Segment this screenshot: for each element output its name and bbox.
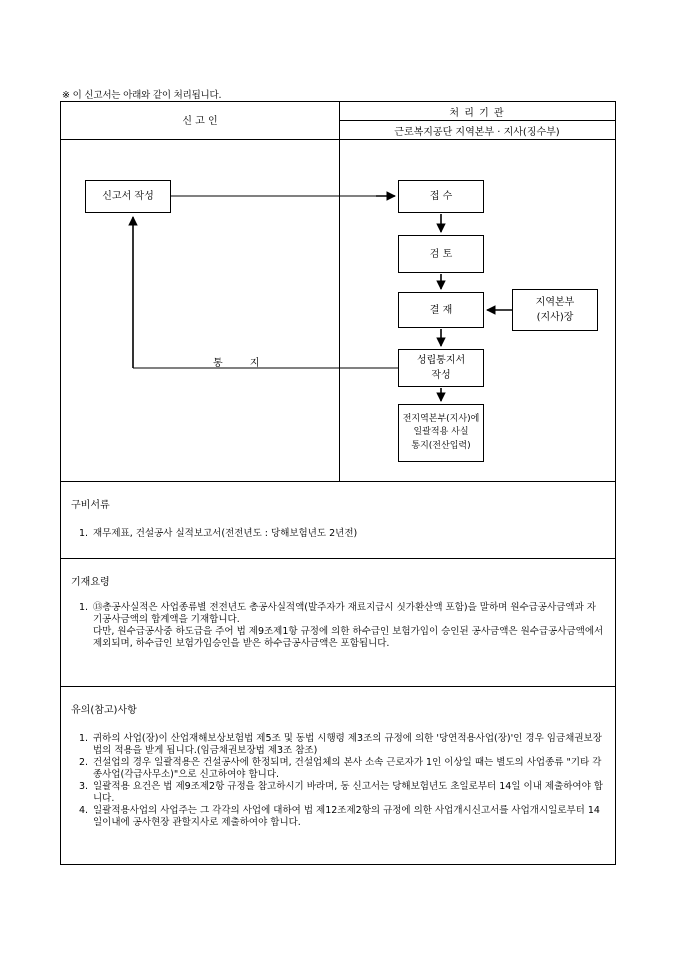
report-writing-box: 신고서 작성 [85, 180, 171, 213]
section-line-documents [61, 481, 615, 482]
list-item: 1. ⑬총공사실적은 사업종류별 전전년도 총공사실적액(발주자가 재료지급시 싯가환산액 포함)을 말하며 원수급공사금액과 자기공사금액의 합계액을 기재합니다. [79, 602, 596, 625]
final-line1: 전지역본부(지사)에 [402, 413, 480, 424]
flow-connectors [61, 102, 615, 481]
list-item: 1. 귀하의 사업(장)이 산업재해보상보험법 제5조 및 동법 시행령 제3조의 규정에 의한 '당연적용사업(장)'인 경우 임금채권보장법의 적용을 받게 됩니다.(임금채권보장법 제3조 참조) [79, 733, 602, 756]
final-line3: 통지(전산입력) [411, 440, 471, 451]
cautions-title: 유의(참고)사항 [71, 705, 137, 716]
process-form [60, 101, 616, 865]
reporter-header: 신 고 인 [182, 116, 218, 127]
list-item: 1. 재무제표, 건설공사 실적보고서(전전년도 : 당해보험년도 2년전) [79, 528, 358, 539]
documents-list [79, 528, 605, 540]
documents-title: 구비서류 [71, 500, 110, 511]
instructions-title: 기재요령 [71, 577, 110, 588]
list-item: 다만, 원수급공사중 하도급을 주어 법 제9조제1항 규정에 의한 하수급인 보험가입이 승인된 공사금액은 원수급공사금액에서 제외되며, 하수급인 보험가입승인을 받은 하수급공사금액은 포함됩니다. [93, 626, 604, 649]
section-line-cautions [61, 686, 615, 687]
list-item: 3. 일괄적용 요건은 법 제9조제2항 규정을 참고하시기 바라며, 동 신고서는 당해보험년도 초일로부터 14일 이내 제출하여야 합니다. [79, 781, 603, 804]
final-line2: 일괄적용 사실 [413, 427, 469, 438]
regional-head-line1: 지역본부 [535, 297, 575, 308]
regional-head-line2: (지사)장 [536, 312, 574, 323]
instructions-list [79, 602, 605, 650]
review-box: 검 토 [398, 235, 484, 273]
agency-subheader: 근로복지공단 지역본부 · 지사(징수부) [394, 127, 560, 138]
notice-line2: 작성 [431, 370, 451, 381]
receive-box: 접 수 [398, 180, 484, 213]
agency-header: 처 리 기 관 [449, 108, 505, 119]
approve-box: 결 재 [398, 292, 484, 328]
list-item: 2. 건설업의 경우 일괄적용은 건설공사에 한정되며, 건설업체의 본사 소속 근로자가 1인 이상일 때는 별도의 사업종류 "기타 각종사업(각급사무소)"으로 신고하여야 합니다. [79, 757, 602, 780]
list-item: 4. 일괄적용사업의 사업주는 그 각각의 사업에 대하여 법 제12조제2항의 규정에 의한 사업개시신고서를 사업개시일로부터 14일이내에 공사현장 관할지사로 제출하여야 합니다. [79, 805, 600, 828]
cautions-list [79, 733, 605, 829]
notify-label: 통 지 [213, 358, 272, 369]
section-line-instructions [61, 558, 615, 559]
notice-text: ※ 이 신고서는 아래와 같이 처리됩니다. [62, 90, 222, 101]
notice-line1: 성립통지서 [416, 355, 466, 366]
